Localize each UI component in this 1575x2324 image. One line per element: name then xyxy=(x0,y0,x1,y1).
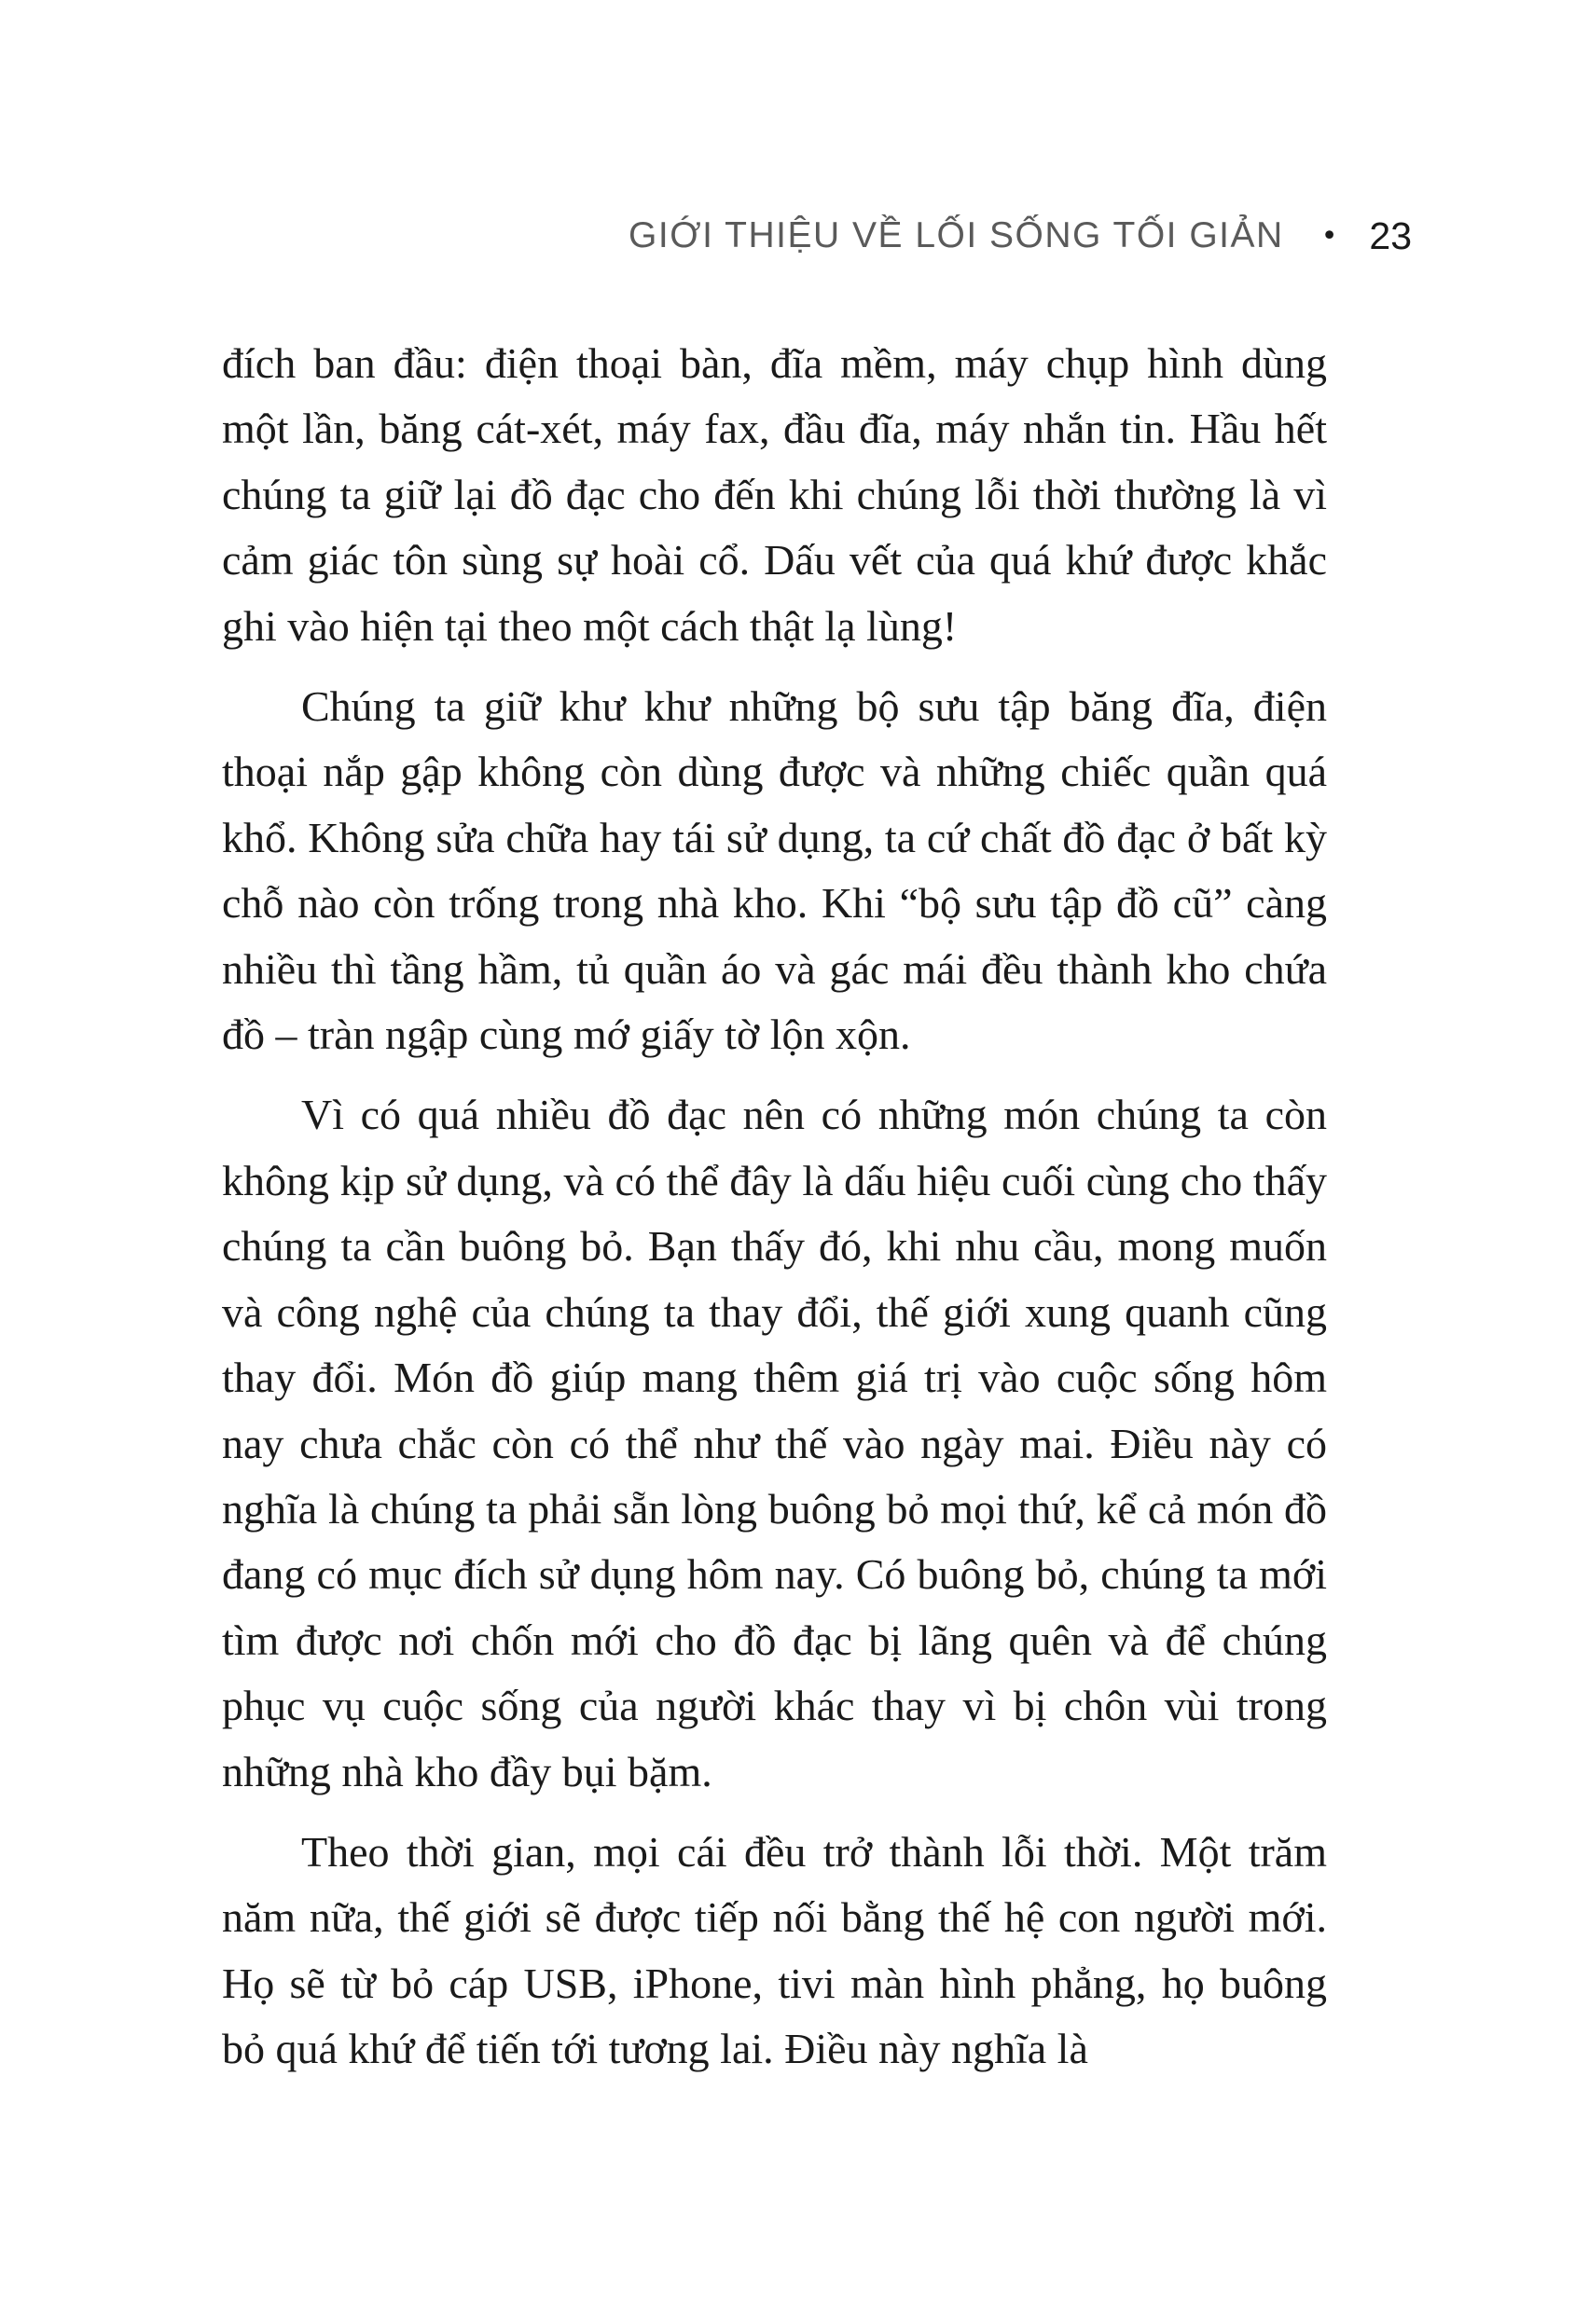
body-text xyxy=(222,331,1327,2097)
paragraph-2: Chúng ta giữ khư khư những bộ sưu tập băng đĩa, điện thoại nắp gập không còn dùng được và những chiếc quần quá khổ. Không sửa chữa hay tái sử dụng, ta cứ chất đồ đạc ở bất kỳ chỗ nào còn trống trong nhà kho. Khi “bộ sưu tập đồ cũ” càng nhiều thì tầng hầm, tủ quần áo và gác mái đều thành kho chứa đồ – tràn ngập cùng mớ giấy tờ lộn xộn. xyxy=(222,682,1327,1059)
paragraph-4: Theo thời gian, mọi cái đều trở thành lỗi thời. Một trăm năm nữa, thế giới sẽ được tiếp nối bằng thế hệ con người mới. Họ sẽ từ bỏ cáp USB, iPhone, tivi màn hình phẳng, họ buông bỏ quá khứ để tiến tới tương lai. Điều này nghĩa là xyxy=(222,1827,1327,2073)
page-number: 23 xyxy=(1369,213,1412,257)
chapter-title: GIỚI THIỆU VỀ LỐI SỐNG TỐI GIẢN xyxy=(629,215,1284,255)
running-header xyxy=(629,213,1412,259)
paragraph-3: Vì có quá nhiều đồ đạc nên có những món chúng ta còn không kịp sử dụng, và có thể đây là dấu hiệu cuối cùng cho thấy chúng ta cần buông bỏ. Bạn thấy đó, khi nhu cầu, mong muốn và công nghệ của chúng ta thay đổi, thế giới xung quanh cũng thay đổi. Món đồ giúp mang thêm giá trị vào cuộc sống hôm nay chưa chắc còn có thể như thế vào ngày mai. Điều này có nghĩa là chúng ta phải sẵn lòng buông bỏ mọi thứ, kể cả món đồ đang có mục đích sử dụng hôm nay. Có buông bỏ, chúng ta mới tìm được nơi chốn mới cho đồ đạc bị lãng quên và để chúng phục vụ cuộc sống của người khác thay vì bị chôn vùi trong những nhà kho đầy bụi bặm. xyxy=(222,1091,1327,1795)
bullet-separator: • xyxy=(1320,219,1338,253)
paragraph-1: đích ban đầu: điện thoại bàn, đĩa mềm, máy chụp hình dùng một lần, băng cát-xét, máy fax, đầu đĩa, máy nhắn tin. Hầu hết chúng ta giữ lại đồ đạc cho đến khi chúng lỗi thời thường là vì cảm giác tôn sùng sự hoài cổ. Dấu vết của quá khứ được khắc ghi vào hiện tại theo một cách thật lạ lùng! xyxy=(222,339,1327,650)
